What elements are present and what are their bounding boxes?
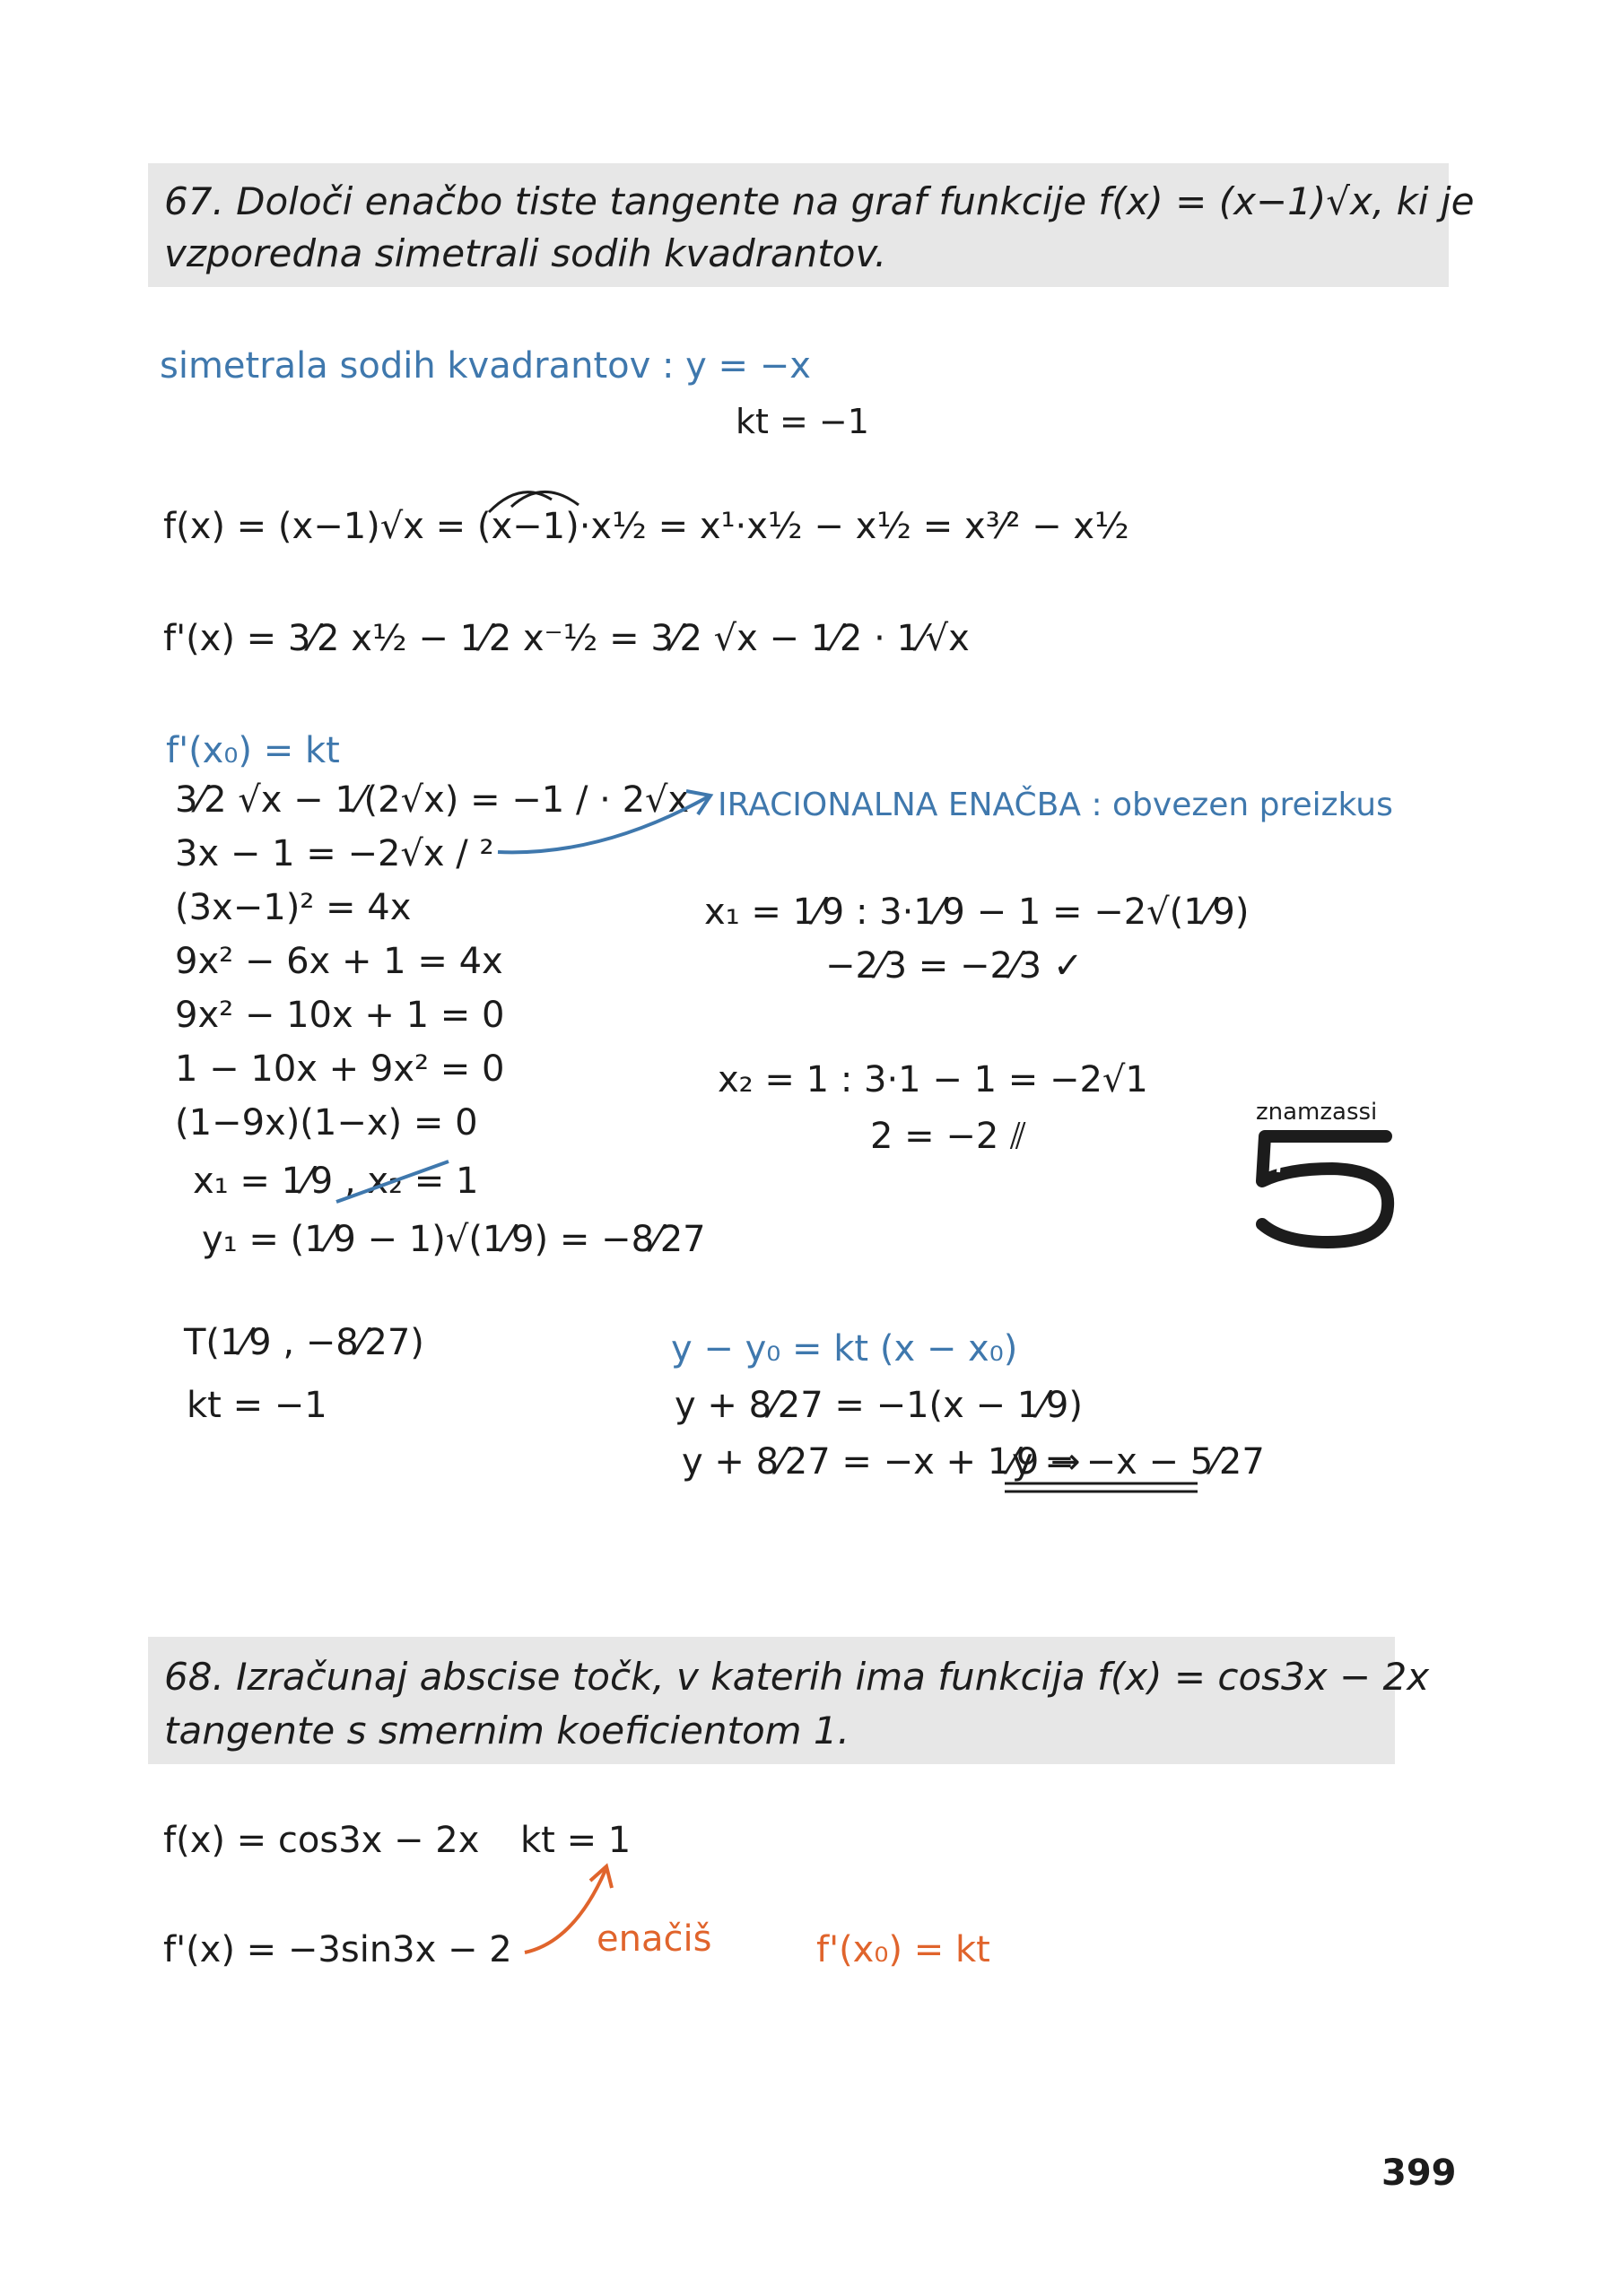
step-5: 9x² − 10x + 1 = 0 <box>175 995 505 1036</box>
strike-x2-icon <box>332 1152 457 1206</box>
derivative-line: f'(x) = 3⁄2 x½ − 1⁄2 x⁻½ = 3⁄2 √x − 1⁄2 · 1⁄√x <box>163 618 970 659</box>
step-2: 3x − 1 = −2√x / ² <box>175 833 494 874</box>
tangent-formula: y − y₀ = kt (x − x₀) <box>671 1328 1018 1370</box>
result-double-underline <box>1005 1480 1202 1496</box>
problem-67-line-2: vzporedna simetrali sodih kvadrantov. <box>164 231 887 275</box>
logo-text: znamzassi <box>1256 1099 1378 1126</box>
page-number: 399 <box>1381 2152 1457 2194</box>
arrow-to-check-icon <box>493 780 718 861</box>
step-3: (3x−1)² = 4x <box>175 887 412 928</box>
step-1: 3⁄2 √x − 1⁄(2√x) = −1 / · 2√x <box>175 779 690 821</box>
step-4: 9x² − 6x + 1 = 4x <box>175 941 503 982</box>
problem-68-line-1: 68. Izračunaj abscise točk, v katerih ima funkcija f(x) = cos3x − 2x <box>164 1655 1430 1699</box>
check-x2-line-2: 2 = −2 ⫽ <box>870 1116 1026 1157</box>
kt-68: kt = 1 <box>520 1820 632 1861</box>
logo-five-icon <box>1242 1126 1404 1251</box>
tangent-step-2: y + 8⁄27 = −x + 1⁄9 → <box>682 1441 1081 1483</box>
tangent-point: T(1⁄9 , −8⁄27) <box>184 1322 424 1363</box>
function-expansion: f(x) = (x−1)√x = (x−1)·x½ = x¹·x½ − x½ = x³⁄² − x½ <box>163 506 1129 547</box>
derivative-equals-kt: f'(x₀) = kt <box>166 730 340 771</box>
distribution-arc-icon <box>484 480 583 516</box>
step-7: (1−9x)(1−x) = 0 <box>175 1102 478 1144</box>
derivative-68: f'(x) = −3sin3x − 2 <box>163 1929 512 1970</box>
solve-label: enačiš <box>597 1918 712 1960</box>
irrational-equation-label: IRACIONALNA ENAČBA : obvezen preizkus <box>718 787 1393 823</box>
derivative-equals-kt-68: f'(x₀) = kt <box>816 1929 990 1970</box>
logo-five <box>1242 1126 1404 1251</box>
problem-67-box <box>148 163 1475 287</box>
tangent-result: y = −x − 5⁄27 <box>1012 1441 1265 1483</box>
kt-final: kt = −1 <box>187 1385 327 1426</box>
check-x1-line-2: −2⁄3 = −2⁄3 ✓ <box>825 945 1084 987</box>
tangent-step-1: y + 8⁄27 = −1(x − 1⁄9) <box>675 1385 1083 1426</box>
symmetry-line-label: simetrala sodih kvadrantov : y = −x <box>160 345 811 387</box>
kt-value: kt = −1 <box>736 402 869 441</box>
check-x2-line-1: x₂ = 1 : 3·1 − 1 = −2√1 <box>718 1059 1148 1100</box>
problem-68-line-2: tangente s smernim koeficientom 1. <box>164 1709 850 1752</box>
check-x1-line-1: x₁ = 1⁄9 : 3·1⁄9 − 1 = −2√(1⁄9) <box>704 891 1250 933</box>
step-8: x₁ = 1⁄9 , x₂ = 1 <box>193 1161 479 1202</box>
step-6: 1 − 10x + 9x² = 0 <box>175 1048 505 1090</box>
function-68: f(x) = cos3x − 2x <box>163 1820 480 1861</box>
step-9: y₁ = (1⁄9 − 1)√(1⁄9) = −8⁄27 <box>202 1219 706 1260</box>
problem-67-line-1: 67. Določi enačbo tiste tangente na graf funkcije f(x) = (x−1)√x, ki je <box>164 179 1475 223</box>
problem-68-box <box>148 1637 1430 1764</box>
